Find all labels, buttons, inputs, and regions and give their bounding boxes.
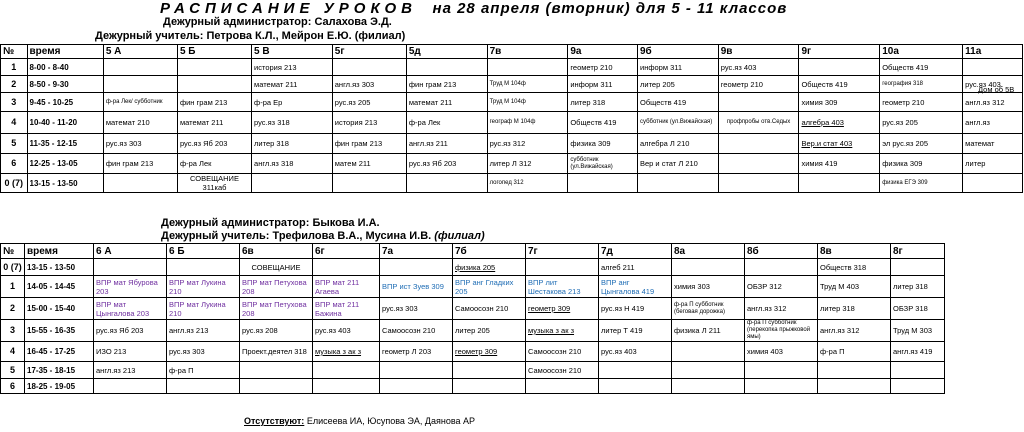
schedule-cell [638,174,719,193]
lesson-number: 1 [1,59,28,76]
schedule-cell: рус.яз 312 [487,134,568,154]
schedule-cell [891,259,945,276]
header-cell: 7г [526,244,599,259]
schedule-cell: ф-ра Лек [406,112,487,134]
schedule-cell: музыка з ак з [313,342,380,362]
schedule-cell: англ.яз 312 [818,320,891,342]
schedule-cell [599,362,672,379]
schedule-cell: Обществ 419 [638,93,719,112]
header-cell: время [25,244,94,259]
schedule-cell: алгебра Л 210 [638,134,719,154]
schedule-cell: англ.яз [963,112,1023,134]
schedule-cell [103,174,177,193]
schedule-cell: СОВЕЩАНИЕ 311каб [177,174,251,193]
schedule-cell: геометр 210 [880,93,963,112]
schedule-cell: химия 403 [745,342,818,362]
schedule-cell [526,379,599,394]
schedule-cell [177,76,251,93]
schedule-cell [799,174,880,193]
schedule-cell: Вер.и стат 403 [799,134,880,154]
schedule-cell: фин грам 213 [406,76,487,93]
schedule-cell: рус.яз 318 [252,112,333,134]
table-row [1,276,945,298]
schedule-cell: Самоосозн 210 [526,362,599,379]
schedule-cell: рус.яз 208 [240,320,313,342]
schedule-cell: ВПР ист Зуев 309 [380,276,453,298]
table-row [1,112,1023,134]
title-rest: на 28 апреля (вторник) для 5 - 11 классов [432,0,788,17]
table-row [1,342,945,362]
schedule-cell: литер 318 [252,134,333,154]
schedule-cell: ф-ра П [818,342,891,362]
schedule-cell: ф-ра П [167,362,240,379]
schedule-cell: геометр 210 [718,76,799,93]
table-row [1,134,1023,154]
schedule-cell: ф-ра Ер [252,93,333,112]
table-row [1,76,1023,93]
schedule-cell [94,259,167,276]
header-cell: 5 В [252,45,333,59]
schedule-cell: Самоосозн 210 [380,320,453,342]
top-teacher: Дежурный учитель: Петрова К.Л., Мейрон Е.Ю. (филиал) [95,30,406,42]
schedule-cell: музыка з ак з [526,320,599,342]
header-cell: 7в [487,45,568,59]
top-extra-note: Дом об 5В [978,85,1015,94]
schedule-cell [963,59,1023,76]
schedule-cell: англ.яз 312 [963,93,1023,112]
header-cell: 9а [568,45,638,59]
lesson-time: 10-40 - 11-20 [27,112,103,134]
schedule-cell: рус.яз Яб 203 [406,154,487,174]
schedule-cell: Вер и стат Л 210 [638,154,719,174]
schedule-cell: Проект.деятел 318 [240,342,313,362]
schedule-cell [745,259,818,276]
schedule-cell: матем 211 [332,154,406,174]
schedule-cell: ОБЗР 312 [745,276,818,298]
schedule-cell: СОВЕЩАНИЕ [240,259,313,276]
schedule-cell [672,259,745,276]
schedule-cell [240,362,313,379]
schedule-cell: ф-ра П субботник (перекопка прыжковой ямы) [745,320,818,342]
lesson-time: 16-45 - 17-25 [25,342,94,362]
lesson-time: 12-25 - 13-05 [27,154,103,174]
lesson-number: 1 [1,276,25,298]
schedule-cell: рус.яз 303 [167,342,240,362]
schedule-cell: алгебра 403 [799,112,880,134]
schedule-cell: Труд М 104ф [487,76,568,93]
schedule-cell: субботник (ул.Вижайская) [568,154,638,174]
schedule-cell [718,93,799,112]
schedule-cell: ИЗО 213 [94,342,167,362]
schedule-cell: литер [963,154,1023,174]
schedule-cell [891,379,945,394]
schedule-cell [167,379,240,394]
schedule-cell: рус.яз 403 [718,59,799,76]
schedule-cell: литер 205 [453,320,526,342]
lesson-time: 13-15 - 13-50 [25,259,94,276]
schedule-cell: ОБЗР 318 [891,298,945,320]
schedule-cell [177,59,251,76]
absent-label: Отсутствуют: [244,416,305,426]
table-row [1,259,945,276]
schedule-cell: ВПР мат Ябурова 203 [94,276,167,298]
schedule-cell [406,59,487,76]
lesson-number: 4 [1,342,25,362]
schedule-cell: ВПР мат Петухова 208 [240,298,313,320]
lesson-number: 3 [1,93,28,112]
schedule-cell: математ 211 [177,112,251,134]
schedule-cell: литер 318 [891,276,945,298]
schedule-cell [672,342,745,362]
schedule-cell: англ.яз 419 [891,342,945,362]
schedule-cell: рус.яз 403 [963,76,1023,93]
schedule-cell: история 213 [332,112,406,134]
header-cell: 6г [313,244,380,259]
lesson-number: 2 [1,76,28,93]
table-row [1,320,945,342]
schedule-cell: фин грам 213 [103,154,177,174]
lesson-number: 2 [1,298,25,320]
schedule-cell: математ 210 [103,112,177,134]
header-cell: 7б [453,244,526,259]
schedule-cell [167,259,240,276]
schedule-cell [568,174,638,193]
header-cell: 8в [818,244,891,259]
header-cell: 6 Б [167,244,240,259]
schedule-cell [799,59,880,76]
top-schedule-table [0,44,1023,193]
lesson-number: 5 [1,134,28,154]
table-row [1,154,1023,174]
schedule-cell [487,59,568,76]
table-row [1,93,1023,112]
schedule-cell: литер Т 419 [599,320,672,342]
table-row [1,174,1023,193]
schedule-cell: физика Л 211 [672,320,745,342]
header-cell: 6 А [94,244,167,259]
schedule-cell: эл рус.яз 205 [880,134,963,154]
schedule-cell: рус.яз 403 [599,342,672,362]
schedule-cell: химия 309 [799,93,880,112]
lesson-time: 8-50 - 9-30 [27,76,103,93]
schedule-cell: ВПР мат Лукина 210 [167,276,240,298]
schedule-cell: геометр 210 [568,59,638,76]
schedule-cell: ВПР мат 211 Бажина [313,298,380,320]
schedule-cell: англ.яз 213 [94,362,167,379]
schedule-cell: географ М 104ф [487,112,568,134]
schedule-cell: физика 309 [880,154,963,174]
schedule-cell [332,174,406,193]
schedule-cell: фин грам 213 [332,134,406,154]
lesson-number: 0 (7) [1,174,28,193]
lesson-time: 13-15 - 13-50 [27,174,103,193]
schedule-cell: англ.яз 213 [167,320,240,342]
schedule-cell: Обществ 318 [818,259,891,276]
schedule-cell [453,379,526,394]
schedule-cell [313,379,380,394]
schedule-cell: рус.яз 303 [103,134,177,154]
schedule-cell: литер 318 [568,93,638,112]
schedule-cell: ВПР лит Шестакова 213 [526,276,599,298]
schedule-cell: математ 211 [252,76,333,93]
header-cell: 5г [332,45,406,59]
header-cell: 5 Б [177,45,251,59]
schedule-cell [718,154,799,174]
schedule-cell [672,379,745,394]
schedule-cell: Обществ 419 [799,76,880,93]
table-row [1,298,945,320]
schedule-cell [453,362,526,379]
schedule-cell: математ 211 [406,93,487,112]
schedule-cell [891,362,945,379]
schedule-cell [818,362,891,379]
bottom-admin: Дежурный администратор: Быкова И.А. [161,217,380,229]
schedule-cell: ф-ра П субботник (беговая дорожка) [672,298,745,320]
schedule-cell [718,174,799,193]
schedule-cell: рус.яз 303 [380,298,453,320]
schedule-cell [103,76,177,93]
lesson-number: 0 (7) [1,259,25,276]
schedule-cell: фин грам 213 [177,93,251,112]
schedule-cell: литер 205 [638,76,719,93]
schedule-cell [380,379,453,394]
absent-footer [244,416,475,426]
schedule-cell: ВПР мат Петухова 208 [240,276,313,298]
schedule-cell: геометр 309 [526,298,599,320]
lesson-number: 6 [1,379,25,394]
schedule-cell: Самоосозн 210 [453,298,526,320]
schedule-cell: Труд М 303 [891,320,945,342]
header-cell: время [27,45,103,59]
schedule-cell: геометр 309 [453,342,526,362]
schedule-cell: ВПР мат Цынгалова 203 [94,298,167,320]
table-row [1,362,945,379]
schedule-cell [240,379,313,394]
schedule-cell: англ.яз 312 [745,298,818,320]
header-cell: 10а [880,45,963,59]
lesson-time: 17-35 - 18-15 [25,362,94,379]
lesson-time: 9-45 - 10-25 [27,93,103,112]
header-cell: 5 А [103,45,177,59]
schedule-cell: англ.яз 303 [332,76,406,93]
lesson-time: 15-00 - 15-40 [25,298,94,320]
header-cell: 7д [599,244,672,259]
schedule-cell: алгеб 211 [599,259,672,276]
header-cell: 7а [380,244,453,259]
header-cell: 8а [672,244,745,259]
table-row [1,379,945,394]
header-cell: № [1,244,25,259]
schedule-cell: Обществ 419 [880,59,963,76]
bottom-teacher-names: Дежурный учитель: Трефилова В.А., Мусина И.В. [161,230,432,242]
lesson-number: 4 [1,112,28,134]
schedule-cell [718,134,799,154]
schedule-cell [963,174,1023,193]
schedule-cell: англ.яз 211 [406,134,487,154]
schedule-cell [526,259,599,276]
header-cell: 11а [963,45,1023,59]
schedule-cell: Обществ 419 [568,112,638,134]
schedule-cell: геометр Л 203 [380,342,453,362]
lesson-number: 6 [1,154,28,174]
schedule-cell: физика ЕГЭ 309 [880,174,963,193]
schedule-cell [818,379,891,394]
schedule-cell: ф-ра Лек [177,154,251,174]
schedule-cell: литер Л 312 [487,154,568,174]
schedule-cell [380,362,453,379]
page-title [160,0,787,17]
header-cell: 6в [240,244,313,259]
schedule-cell: ф-ра Лек/ субботник [103,93,177,112]
schedule-cell [94,379,167,394]
schedule-cell [332,59,406,76]
schedule-cell [313,362,380,379]
header-cell: 8б [745,244,818,259]
schedule-cell [380,259,453,276]
schedule-cell: ВПР анг Гладких 205 [453,276,526,298]
lesson-time: 18-25 - 19-05 [25,379,94,394]
schedule-cell [313,259,380,276]
schedule-cell: Труд М 104ф [487,93,568,112]
schedule-cell: Труд М 403 [818,276,891,298]
header-cell: 9г [799,45,880,59]
schedule-cell: литер 318 [818,298,891,320]
bottom-teacher-fil: (филиал) [434,230,485,242]
absent-names: Елисеева ИА, Юсупова ЭА, Даянова АР [306,416,476,426]
header-cell: 8г [891,244,945,259]
lesson-time: 14-05 - 14-45 [25,276,94,298]
schedule-cell: химия 419 [799,154,880,174]
schedule-cell [745,379,818,394]
schedule-cell: география 318 [880,76,963,93]
schedule-cell: химия 303 [672,276,745,298]
lesson-number: 5 [1,362,25,379]
schedule-cell [103,59,177,76]
schedule-cell: логопед 312 [487,174,568,193]
schedule-cell: физика 309 [568,134,638,154]
header-cell: 5д [406,45,487,59]
schedule-cell [599,379,672,394]
schedule-cell [672,362,745,379]
schedule-cell: информ 311 [568,76,638,93]
title-main: РАСПИСАНИЕ УРОКОВ [160,0,417,17]
header-cell: № [1,45,28,59]
schedule-cell: ВПР анг Цынгалова 419 [599,276,672,298]
schedule-cell: история 213 [252,59,333,76]
schedule-cell: рус.яз 403 [313,320,380,342]
schedule-cell: Самоосозн 210 [526,342,599,362]
bottom-teacher [161,230,485,242]
schedule-cell: ВПР мат Лукина 210 [167,298,240,320]
lesson-time: 8-00 - 8-40 [27,59,103,76]
lesson-time: 11-35 - 12-15 [27,134,103,154]
schedule-cell: рус.яз Яб 203 [94,320,167,342]
header-cell: 9в [718,45,799,59]
top-admin: Дежурный администратор: Салахова Э.Д. [163,16,392,28]
schedule-cell: рус.яз 205 [880,112,963,134]
schedule-cell [745,362,818,379]
schedule-cell: рус.яз Н 419 [599,298,672,320]
bottom-schedule-table [0,243,945,394]
schedule-cell [406,174,487,193]
table-row [1,59,1023,76]
lesson-number: 3 [1,320,25,342]
schedule-cell: математ [963,134,1023,154]
schedule-cell: профпробы отв.Седых [718,112,799,134]
schedule-cell: ВПР мат 211 Агаева [313,276,380,298]
schedule-cell: субботник (ул.Вижайская) [638,112,719,134]
header-cell: 9б [638,45,719,59]
schedule-cell [252,174,333,193]
schedule-cell: рус.яз 205 [332,93,406,112]
schedule-cell: информ 311 [638,59,719,76]
schedule-cell: англ.яз 318 [252,154,333,174]
lesson-time: 15-55 - 16-35 [25,320,94,342]
schedule-cell: физика 205 [453,259,526,276]
schedule-cell: рус.яз Яб 203 [177,134,251,154]
